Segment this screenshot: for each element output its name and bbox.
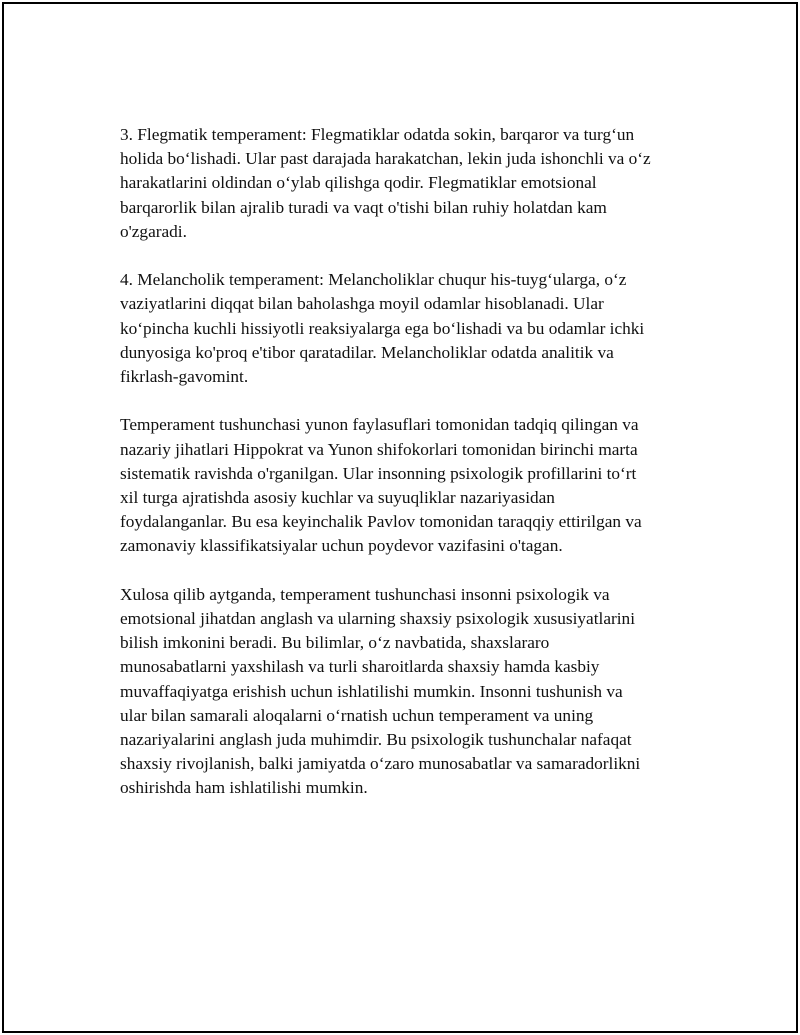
document-body	[120, 123, 710, 825]
paragraph-conclusion: Xulosa qilib aytganda, temperament tushunchasi insonni psixologik va emotsional jihatdan anglash va ularning shaxsiy psixologik xususiyatlarini bilish imkonini beradi. Bu bilimlar, o‘z navbatida, shaxslararo munosabatlarni yaxshilash va turli sharoitlarda shaxsiy hamda kasbiy muvaffaqiyatga erishish uchun ishlatilishi mumkin. Insonni tushunish va ular bilan samarali aloqalarni o‘rnatish uchun temperament va uning nazariyalarini anglash juda muhimdir. Bu psixologik tushunchalar nafaqat shaxsiy rivojlanish, balki jamiyatda o‘zaro munosabatlar va samaradorlikni oshirishda ham ishlatilishi mumkin.	[120, 584, 641, 798]
paragraph-history: Temperament tushunchasi yunon faylasuflari tomonidan tadqiq qilingan va nazariy jihatlari Hippokrat va Yunon shifokorlari tomonidan birinchi marta sistematik ravishda o'rganilgan. Ular insonning psixologik profillarini to‘rt xil turga ajratishda asosiy kuchlar va suyuqliklar nazariyasidan foydalanganlar. Bu esa keyinchalik Pavlov tomonidan taraqqiy ettirilgan va zamonaviy klassifikatsiyalar uchun poydevor vazifasini o'tagan.	[120, 415, 642, 556]
paragraph-flegmatik: 3. Flegmatik temperament: Flegmatiklar odatda sokin, barqaror va turg‘un holida bo‘lishadi. Ular past darajada harakatchan, lekin juda ishonchli va o‘z harakatlarini oldindan o‘ylab qilishga qodir. Flegmatiklar emotsional barqarorlik bilan ajralib turadi va vaqt o'tishi bilan ruhiy holatdan kam o'zgaradi.	[120, 125, 651, 241]
paragraph-melancholik: 4. Melancholik temperament: Melancholiklar chuqur his-tuyg‘ularga, o‘z vaziyatlarini diqqat bilan baholashga moyil odamlar hisoblanadi. Ular ko‘pincha kuchli hissiyotli reaksiyalarga ega bo‘lishadi va bu odamlar ichki dunyosiga ko'proq e'tibor qaratadilar. Melancholiklar odatda analitik va fikrlash-gavomint.	[120, 270, 645, 387]
document-page	[2, 2, 798, 1033]
